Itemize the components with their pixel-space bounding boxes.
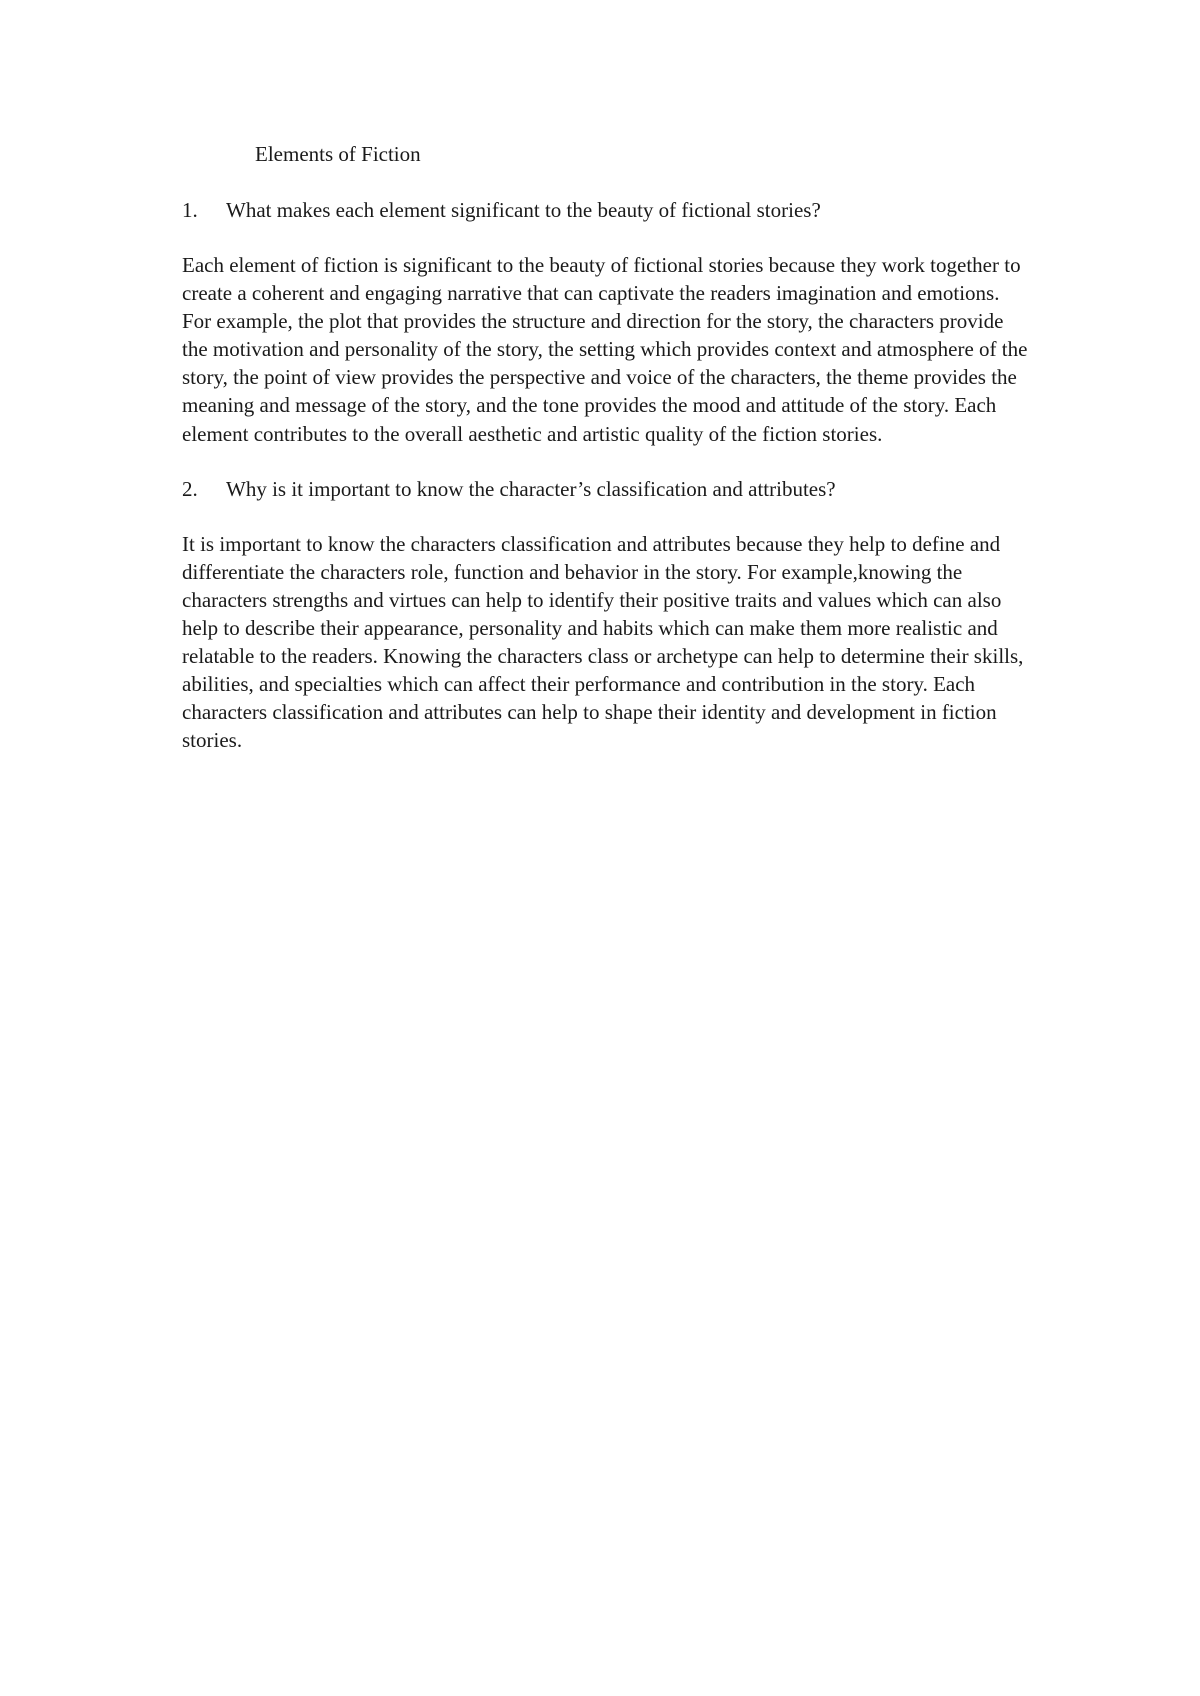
question-2 bbox=[182, 475, 1032, 503]
question-1 bbox=[182, 196, 1032, 224]
question-number: 1. bbox=[182, 198, 198, 222]
document-title: Elements of Fiction bbox=[255, 142, 421, 166]
answer-2: It is important to know the characters classification and attributes because they help to define and differentiate the characters role, function and behavior in the story. For example,knowing the characters strengths and virtues can help to identify their positive traits and values which can also help to describe their appearance, personality and habits which can make them more realistic and relatable to the readers. Knowing the characters class or archetype can help to determine their skills, abilities, and specialties which can affect their performance and contribution in the story. Each characters classification and attributes can help to shape their identity and development in fiction stories. bbox=[182, 531, 1024, 753]
question-text: Why is it important to know the character’s classification and attributes? bbox=[226, 476, 836, 501]
question-number: 2. bbox=[182, 476, 198, 501]
answer-1: Each element of fiction is significant to the beauty of fictional stories because they work together to create a coherent and engaging narrative that can captivate the readers imagination and emotions. For example, the plot that provides the structure and direction for the story, the characters provide the motivation and personality of the story, the setting which provides context and atmosphere of the story, the point of view provides the perspective and voice of the characters, the theme provides the meaning and message of the story, and the tone provides the mood and attitude of the story. Each element contributes to the overall aesthetic and artistic quality of the fiction stories. bbox=[182, 253, 1028, 446]
question-text: What makes each element significant to the beauty of fictional stories? bbox=[226, 198, 821, 222]
document-body bbox=[182, 140, 1032, 781]
